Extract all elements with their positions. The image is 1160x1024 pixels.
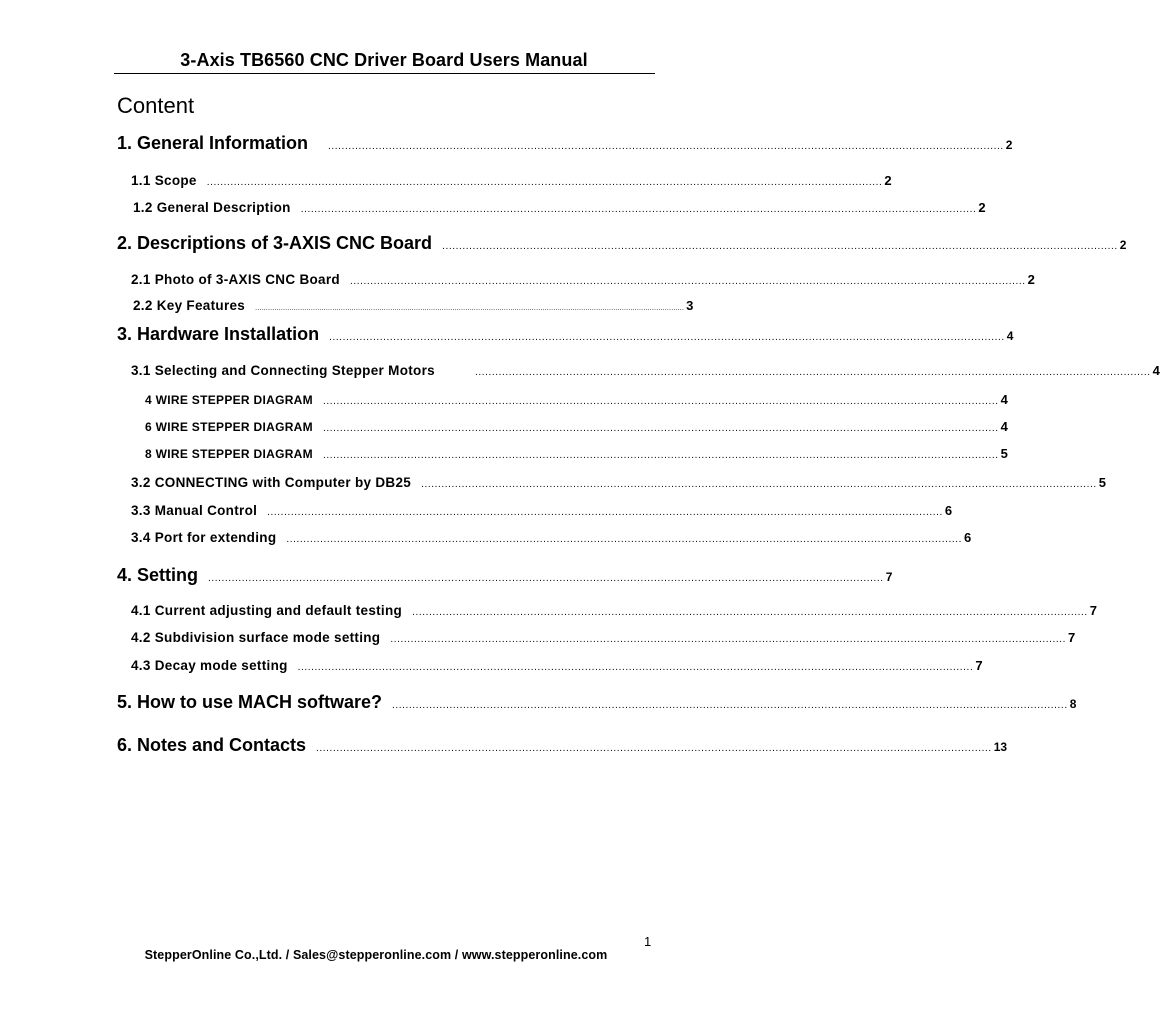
toc-entry[interactable]	[117, 324, 1014, 345]
toc-entry-page: 4	[1152, 363, 1160, 378]
toc-entry-label: 3.4 Port for extending	[131, 530, 277, 545]
toc-entry[interactable]	[117, 565, 893, 586]
toc-entry[interactable]	[145, 419, 1009, 434]
toc-entry-page: 4	[1006, 329, 1014, 343]
toc-entry[interactable]	[131, 603, 1098, 618]
toc-entry-page: 3	[686, 298, 694, 313]
toc-entry[interactable]	[145, 392, 1009, 407]
toc-entry-page: 13	[993, 740, 1008, 754]
toc-leader: ........................................................................................................................................................................................................	[474, 367, 1151, 378]
toc-leader: ........................................................................................................................................................................................................	[349, 276, 1026, 287]
toc-entry-page: 8	[1069, 697, 1077, 711]
toc-leader: ........................................................................................................................................................................................................	[208, 573, 884, 584]
toc-entry-label: 8 WIRE STEPPER DIAGRAM	[145, 447, 313, 461]
toc-entry[interactable]	[117, 735, 1008, 756]
toc-leader: ........................................................................................................................................................................................................	[286, 534, 963, 545]
toc-entry-label: 5. How to use MACH software?	[117, 692, 383, 712]
toc-entry-label: 4.1 Current adjusting and default testing	[131, 603, 403, 618]
toc-entry-label: 1. General Information	[117, 133, 309, 153]
toc-entry-label: 1.2 General Description	[133, 200, 291, 215]
toc-entry-page: 2	[1027, 272, 1036, 287]
header-rule	[114, 73, 655, 74]
toc-entry-page: 6	[964, 530, 972, 545]
toc-entry[interactable]	[131, 272, 1036, 287]
header-title: 3-Axis TB6560 CNC Driver Board Users Manual	[180, 50, 588, 70]
page-number: 1	[644, 934, 652, 949]
toc-entry[interactable]	[131, 630, 1076, 645]
toc-entry-page: 7	[975, 658, 983, 673]
toc-entry[interactable]	[117, 692, 1077, 713]
toc-leader: ........................................................................................................................................................................................................	[206, 177, 883, 188]
toc-entry-label: 2.2 Key Features	[133, 298, 246, 313]
toc-entry-label: 4.2 Subdivision surface mode setting	[131, 630, 381, 645]
toc-leader: ........................................................................................................................................................................................................	[328, 141, 1004, 152]
toc-entry[interactable]	[131, 475, 1107, 490]
toc-leader: ........................................................................................................................................................................................................	[392, 700, 1068, 711]
toc-leader: ........................................................................................................................................................................................................	[329, 332, 1005, 343]
toc-entry-label: 3.1 Selecting and Connecting Stepper Motors	[131, 363, 435, 378]
toc-leader: ........................................................................................................................................................................................................	[267, 507, 943, 518]
toc-leader: ........................................................................................................................................................................................................	[390, 634, 1067, 645]
toc-entry[interactable]	[117, 233, 1127, 254]
toc-entry-page: 4	[1000, 419, 1009, 434]
toc-entry-label: 6. Notes and Contacts	[117, 735, 307, 755]
toc-entry-page: 2	[1119, 238, 1127, 252]
toc-entry-label: 2. Descriptions of 3-AXIS CNC Board	[117, 233, 433, 253]
toc-entry-label: 2.1 Photo of 3-AXIS CNC Board	[131, 272, 340, 287]
toc-leader: ........................................................................................................................................................................................................	[412, 607, 1088, 618]
toc-entry[interactable]	[117, 133, 1013, 154]
toc-entry-label: 1.1 Scope	[131, 173, 197, 188]
toc-entry[interactable]	[131, 658, 983, 673]
toc-entry-page: 7	[1089, 603, 1098, 618]
toc-entry-label: 3.3 Manual Control	[131, 503, 258, 518]
toc-entry-label: 3.2 CONNECTING with Computer by DB25	[131, 475, 412, 490]
toc-entry-page: 2	[1005, 138, 1013, 152]
toc-entry[interactable]	[133, 200, 986, 215]
toc-entry-page: 7	[885, 570, 893, 584]
toc-leader: ........................................................................................................................................................................................................	[322, 450, 999, 461]
toc-leader: ........................................................................................................................................................................................................	[297, 662, 974, 673]
toc-entry-page: 2	[978, 200, 986, 215]
toc-entry[interactable]	[131, 173, 892, 188]
toc-leader: ........................................................................................................................................................................................................	[322, 396, 999, 407]
content-heading: Content	[117, 93, 195, 118]
toc-leader: ........................................................................................................................................................................................................	[322, 423, 999, 434]
toc-leader: ........................................................................................................................................................................................................	[442, 241, 1118, 252]
toc-entry[interactable]	[145, 446, 1009, 461]
footer-text: StepperOnline Co.,Ltd. / Sales@stepperonline.com / www.stepperonline.com	[144, 948, 608, 962]
toc-entry-label: 6 WIRE STEPPER DIAGRAM	[145, 420, 313, 434]
toc-leader: ........................................................................................................................................................................................................	[255, 305, 685, 312]
toc-leader: ........................................................................................................................................................................................................	[421, 479, 1097, 490]
toc-entry-label: 3. Hardware Installation	[117, 324, 320, 344]
toc-entry[interactable]	[133, 298, 694, 313]
toc-leader: ........................................................................................................................................................................................................	[316, 743, 992, 754]
toc-entry-page: 5	[1000, 446, 1009, 461]
toc-entry-page: 2	[884, 173, 892, 188]
toc-entry-page: 6	[944, 503, 953, 518]
toc-entry-label: 4. Setting	[117, 565, 199, 585]
toc-entry-page: 4	[1000, 392, 1009, 407]
toc-entry-page: 7	[1068, 630, 1076, 645]
toc-entry-page: 5	[1098, 475, 1107, 490]
toc-leader: ........................................................................................................................................................................................................	[300, 204, 977, 215]
toc-entry[interactable]	[131, 503, 953, 518]
toc-entry-label: 4.3 Decay mode setting	[131, 658, 288, 673]
toc-entry[interactable]	[131, 363, 1160, 378]
toc-entry[interactable]	[131, 530, 972, 545]
toc-entry-label: 4 WIRE STEPPER DIAGRAM	[145, 393, 313, 407]
